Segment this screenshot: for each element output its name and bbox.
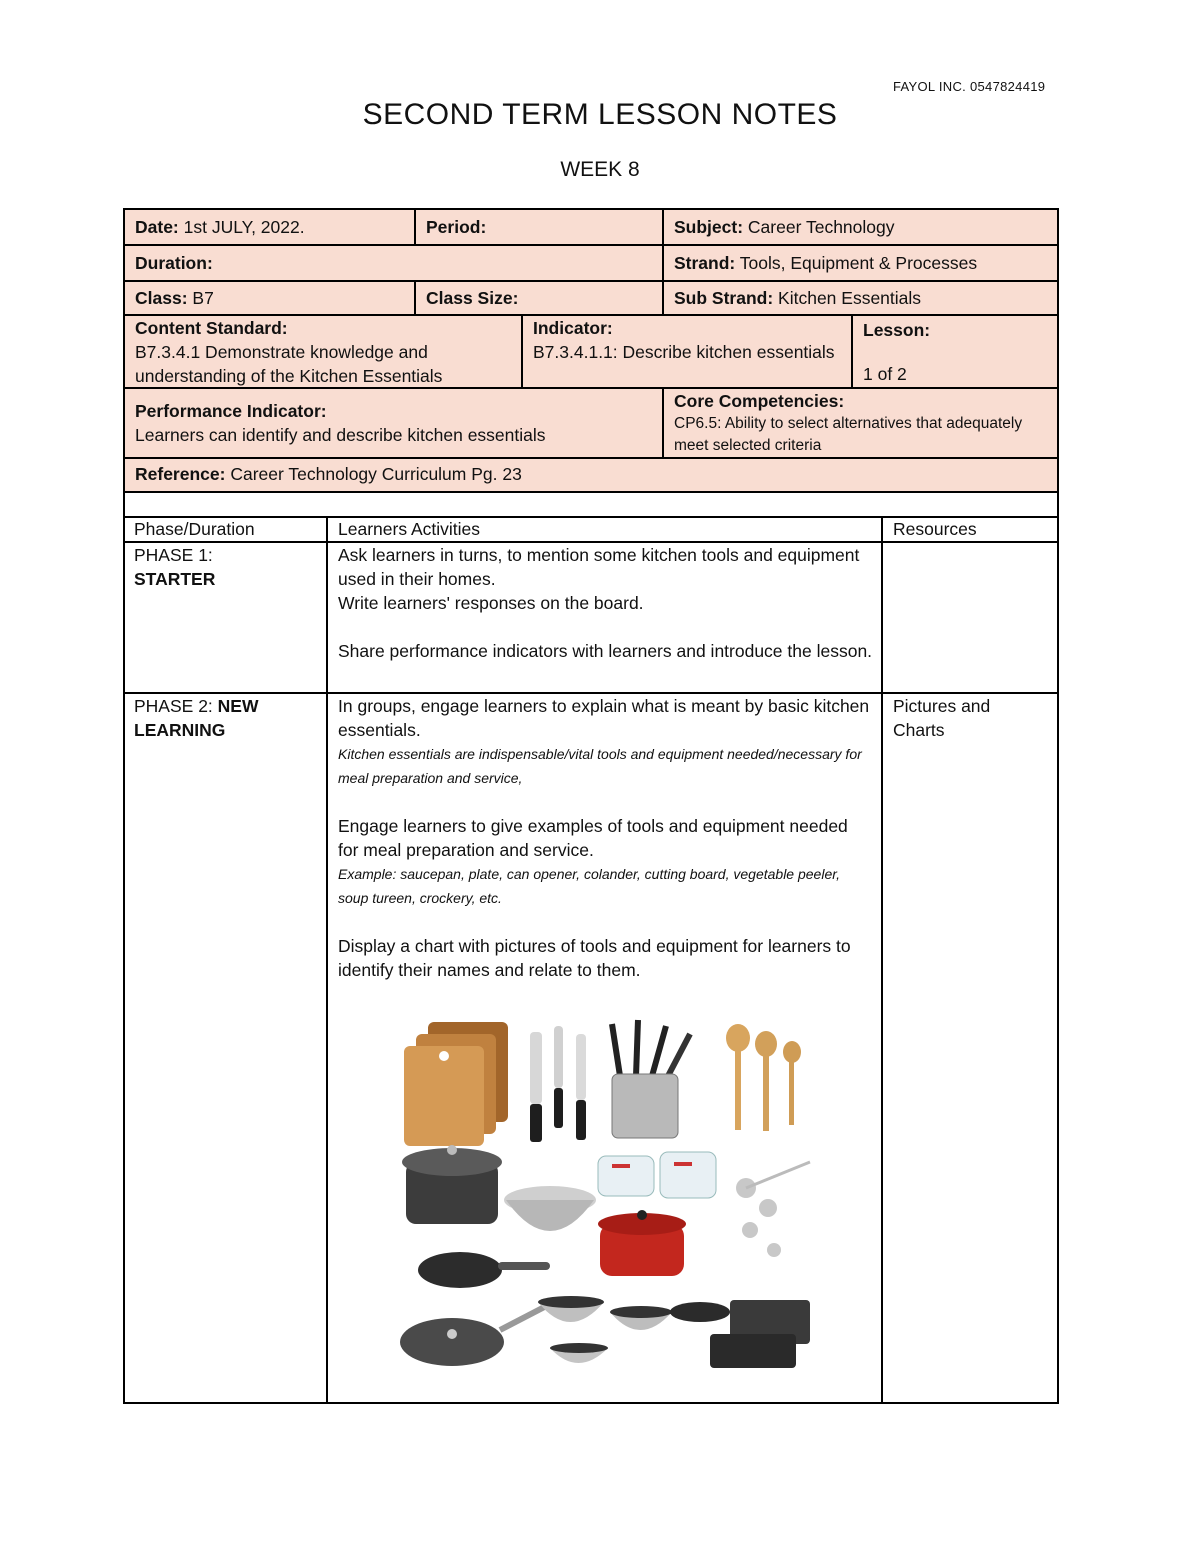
- phase2-activity-2: Engage learners to give examples of tools and equipment needed for meal preparation and service.: [338, 816, 848, 860]
- wooden-spoons-icon: [726, 1024, 801, 1131]
- phase2-cell: [134, 694, 319, 742]
- content-standard-label: Content Standard:: [135, 318, 288, 338]
- lesson-value: 1 of 2: [863, 364, 907, 384]
- knives-icon: [530, 1026, 586, 1142]
- subject-cell: [662, 208, 1059, 244]
- phase1-activity-3: Share performance indicators with learners and introduce the lesson.: [338, 641, 873, 661]
- saute-pan-icon: [400, 1302, 554, 1366]
- phase2-examples: Example: saucepan, plate, can opener, colander, cutting board, vegetable peeler, soup tureen, crockery, etc.: [338, 866, 841, 906]
- reference-value: Career Technology Curriculum Pg. 23: [230, 464, 522, 484]
- indicator-value: B7.3.4.1.1: Describe kitchen essentials: [533, 342, 835, 362]
- performance-value: Learners can identify and describe kitchen essentials: [135, 425, 546, 445]
- indicator-cell: [521, 314, 851, 387]
- phase1-activities: [338, 543, 873, 663]
- column-divider-1: [326, 516, 328, 1404]
- lesson-cell: [851, 314, 1059, 387]
- reference-label: Reference:: [135, 464, 226, 484]
- core-competencies-cell: [662, 387, 1059, 457]
- baking-pans-icon: [670, 1300, 810, 1368]
- dutch-oven-icon: [598, 1210, 686, 1276]
- reference-cell: [123, 457, 1059, 491]
- class-size-label: Class Size:: [426, 288, 519, 308]
- spacer-row: [123, 491, 1059, 517]
- phase2-activities: [338, 694, 873, 982]
- brand-text: FAYOL INC. 0547824419: [893, 79, 1046, 94]
- core-label: Core Competencies:: [674, 391, 845, 411]
- cutting-boards-icon: [404, 1022, 508, 1146]
- phase1-cell: [134, 543, 324, 591]
- page-title: SECOND TERM LESSON NOTES: [362, 98, 838, 131]
- content-standard-value: B7.3.4.1 Demonstrate knowledge and understanding of the Kitchen Essentials: [135, 342, 443, 386]
- lesson-label: Lesson:: [863, 320, 931, 340]
- phase1-activity-1: Ask learners in turns, to mention some kitchen tools and equipment used in their homes.: [338, 545, 860, 589]
- phase2-activity-3: Display a chart with pictures of tools and equipment for learners to identify their names and relate to them.: [338, 936, 851, 980]
- colander-icon: [504, 1186, 596, 1231]
- phase2-name: NEW LEARNING: [134, 696, 259, 740]
- duration-label: Duration:: [135, 253, 213, 273]
- sub-strand-label: Sub Strand:: [674, 288, 774, 308]
- header-activities: Learners Activities: [338, 519, 481, 539]
- utensil-holder-icon: [612, 1020, 690, 1138]
- phase2-definition: Kitchen essentials are indispensable/vital tools and equipment needed/necessary for meal preparation and service,: [338, 746, 862, 786]
- duration-cell: [123, 244, 662, 280]
- performance-cell: [123, 387, 662, 457]
- sub-strand-cell: [662, 280, 1059, 314]
- phase1-label: PHASE 1:: [134, 545, 213, 565]
- date-cell: [123, 208, 414, 244]
- table-border-left: [123, 491, 125, 1404]
- frying-pan-icon: [418, 1252, 550, 1288]
- class-cell: [123, 280, 414, 314]
- measuring-cups-icon: [598, 1152, 716, 1198]
- strand-cell: [662, 244, 1059, 280]
- week-label: WEEK 8: [560, 158, 640, 181]
- table-border-bottom: [123, 1402, 1059, 1404]
- mixing-bowls-icon: [538, 1296, 672, 1363]
- strand-label: Strand:: [674, 253, 736, 273]
- phase2-label: PHASE 2:: [134, 696, 213, 716]
- stock-pot-icon: [402, 1145, 502, 1224]
- table-border-right: [1057, 491, 1059, 1404]
- kitchen-tools-picture: [390, 1012, 830, 1382]
- subject-label: Subject:: [674, 217, 744, 237]
- subject-value: Career Technology: [747, 217, 895, 237]
- phase1-name: STARTER: [134, 569, 216, 589]
- header-phase: Phase/Duration: [134, 519, 255, 539]
- performance-label: Performance Indicator:: [135, 401, 327, 421]
- period-cell: [414, 208, 662, 244]
- period-label: Period:: [426, 217, 487, 237]
- sub-strand-value: Kitchen Essentials: [778, 288, 922, 308]
- phase2-activity-1: In groups, engage learners to explain what is meant by basic kitchen essentials.: [338, 696, 870, 740]
- strand-value: Tools, Equipment & Processes: [739, 253, 978, 273]
- date-label: Date:: [135, 217, 179, 237]
- column-divider-2: [881, 516, 883, 1404]
- phase2-resources: Pictures and Charts: [893, 696, 991, 740]
- core-value: CP6.5: Ability to select alternatives that adequately meet selected criteria: [674, 415, 1023, 454]
- phase1-activity-2: Write learners' responses on the board.: [338, 593, 644, 613]
- content-standard-cell: [123, 314, 521, 387]
- class-value: B7: [192, 288, 214, 308]
- measuring-spoons-icon: [736, 1162, 810, 1257]
- header-resources: Resources: [893, 519, 977, 539]
- indicator-label: Indicator:: [533, 318, 613, 338]
- date-value: 1st JULY, 2022.: [183, 217, 305, 237]
- class-label: Class:: [135, 288, 188, 308]
- class-size-cell: [414, 280, 662, 314]
